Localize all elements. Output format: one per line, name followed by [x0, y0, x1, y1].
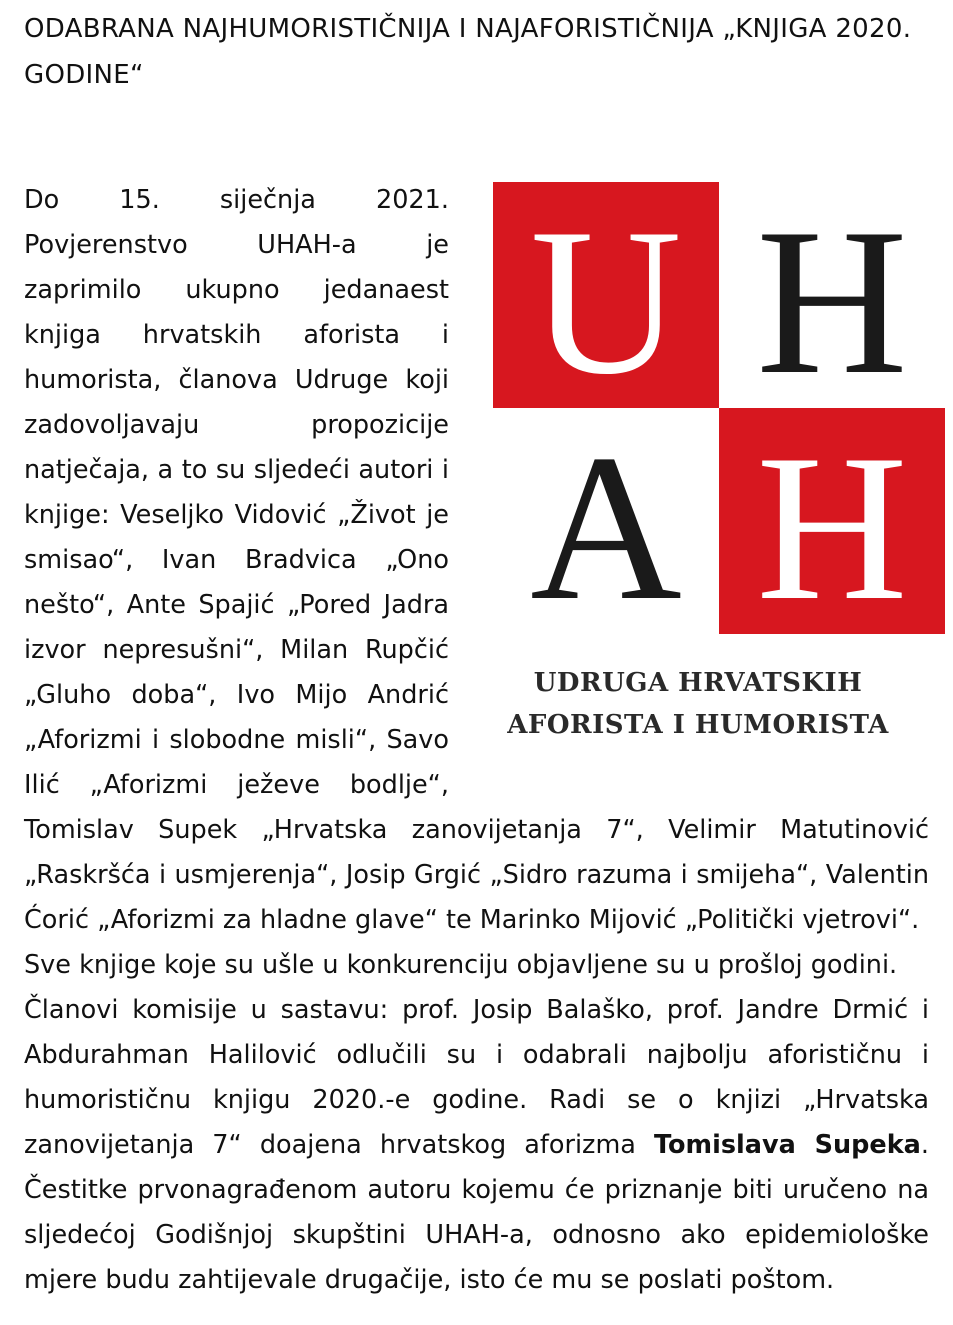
- paragraph-committee-end: . Čestitke prvonagrađenom autoru kojemu će priznanje biti uručeno na sljedećoj Godišnjoj skupštini UHAH-a, odnosno ako epidemiološke mjere budu zahtijevale drugačije, isto će mu se poslati poštom.: [24, 1130, 929, 1295]
- logo-caption-line1: UDRUGA HRVATSKIH: [533, 668, 863, 698]
- logo-letter-h-bottom: H: [756, 412, 908, 638]
- page-content: [24, 0, 929, 1295]
- logo-letter-a: A: [530, 412, 682, 638]
- logo-letter-u: U: [530, 186, 682, 418]
- paragraph-competition-note: Sve knjige koje su ušle u konkurenciju objavljene su u prošloj godini.: [24, 950, 898, 980]
- paragraph-committee-decision: [24, 988, 929, 1303]
- paragraph-committee-start: Članovi komisije u sastavu: prof. Josip Balaško, prof. Jandre Drmić i Abdurahman Halilović odlučili su i odabrali najbolju aforističnu i humorističnu knjigu 2020.-e godine. Radi se o knjizi „Hrvatska zanovijetanja 7“ doajena hrvatskog aforizma: [24, 995, 929, 1160]
- logo-caption: [467, 662, 929, 746]
- uhah-logo-mark: [493, 182, 949, 638]
- uhah-logo: [467, 178, 929, 793]
- logo-letter-h-top: H: [756, 186, 908, 418]
- page-title: ODABRANA NAJHUMORISTIČNIJA I NAJAFORISTIČNIJA „KNJIGA 2020. GODINE“: [24, 14, 912, 90]
- logo-caption-line2: AFORISTA I HUMORISTA: [507, 710, 889, 740]
- paragraph-authors-list: Do 15. siječnja 2021. Povjerenstvo UHAH-a je zaprimilo ukupno jedanaest knjiga hrvatskih aforista i humorista, članova Udruge koji zadovoljavaju propozicije natječaja, a to su sljedeći autori i knjige: Veseljko Vidović „Život je smisao“, Ivan Bradvica „Ono nešto“, Ante Spajić „Pored Jadra izvor nepresušni“, Milan Rupčić „Gluho doba“, Ivo Mijo Andrić „Aforizmi i slobodne misli“, Savo Ilić „Aforizmi ježeve bodlje“, Tomislav Supek „Hrvatska zanovijetanja 7“, Velimir Matutinović „Raskršća i usmjerenja“, Josip Grgić „Sidro razuma i smijeha“, Valentin Ćorić „Aforizmi za hladne glave“ te Marinko Mijović „Politički vjetrovi“.: [24, 185, 929, 935]
- winner-name: Tomislava Supeka: [654, 1130, 921, 1160]
- article-body: [24, 178, 929, 1303]
